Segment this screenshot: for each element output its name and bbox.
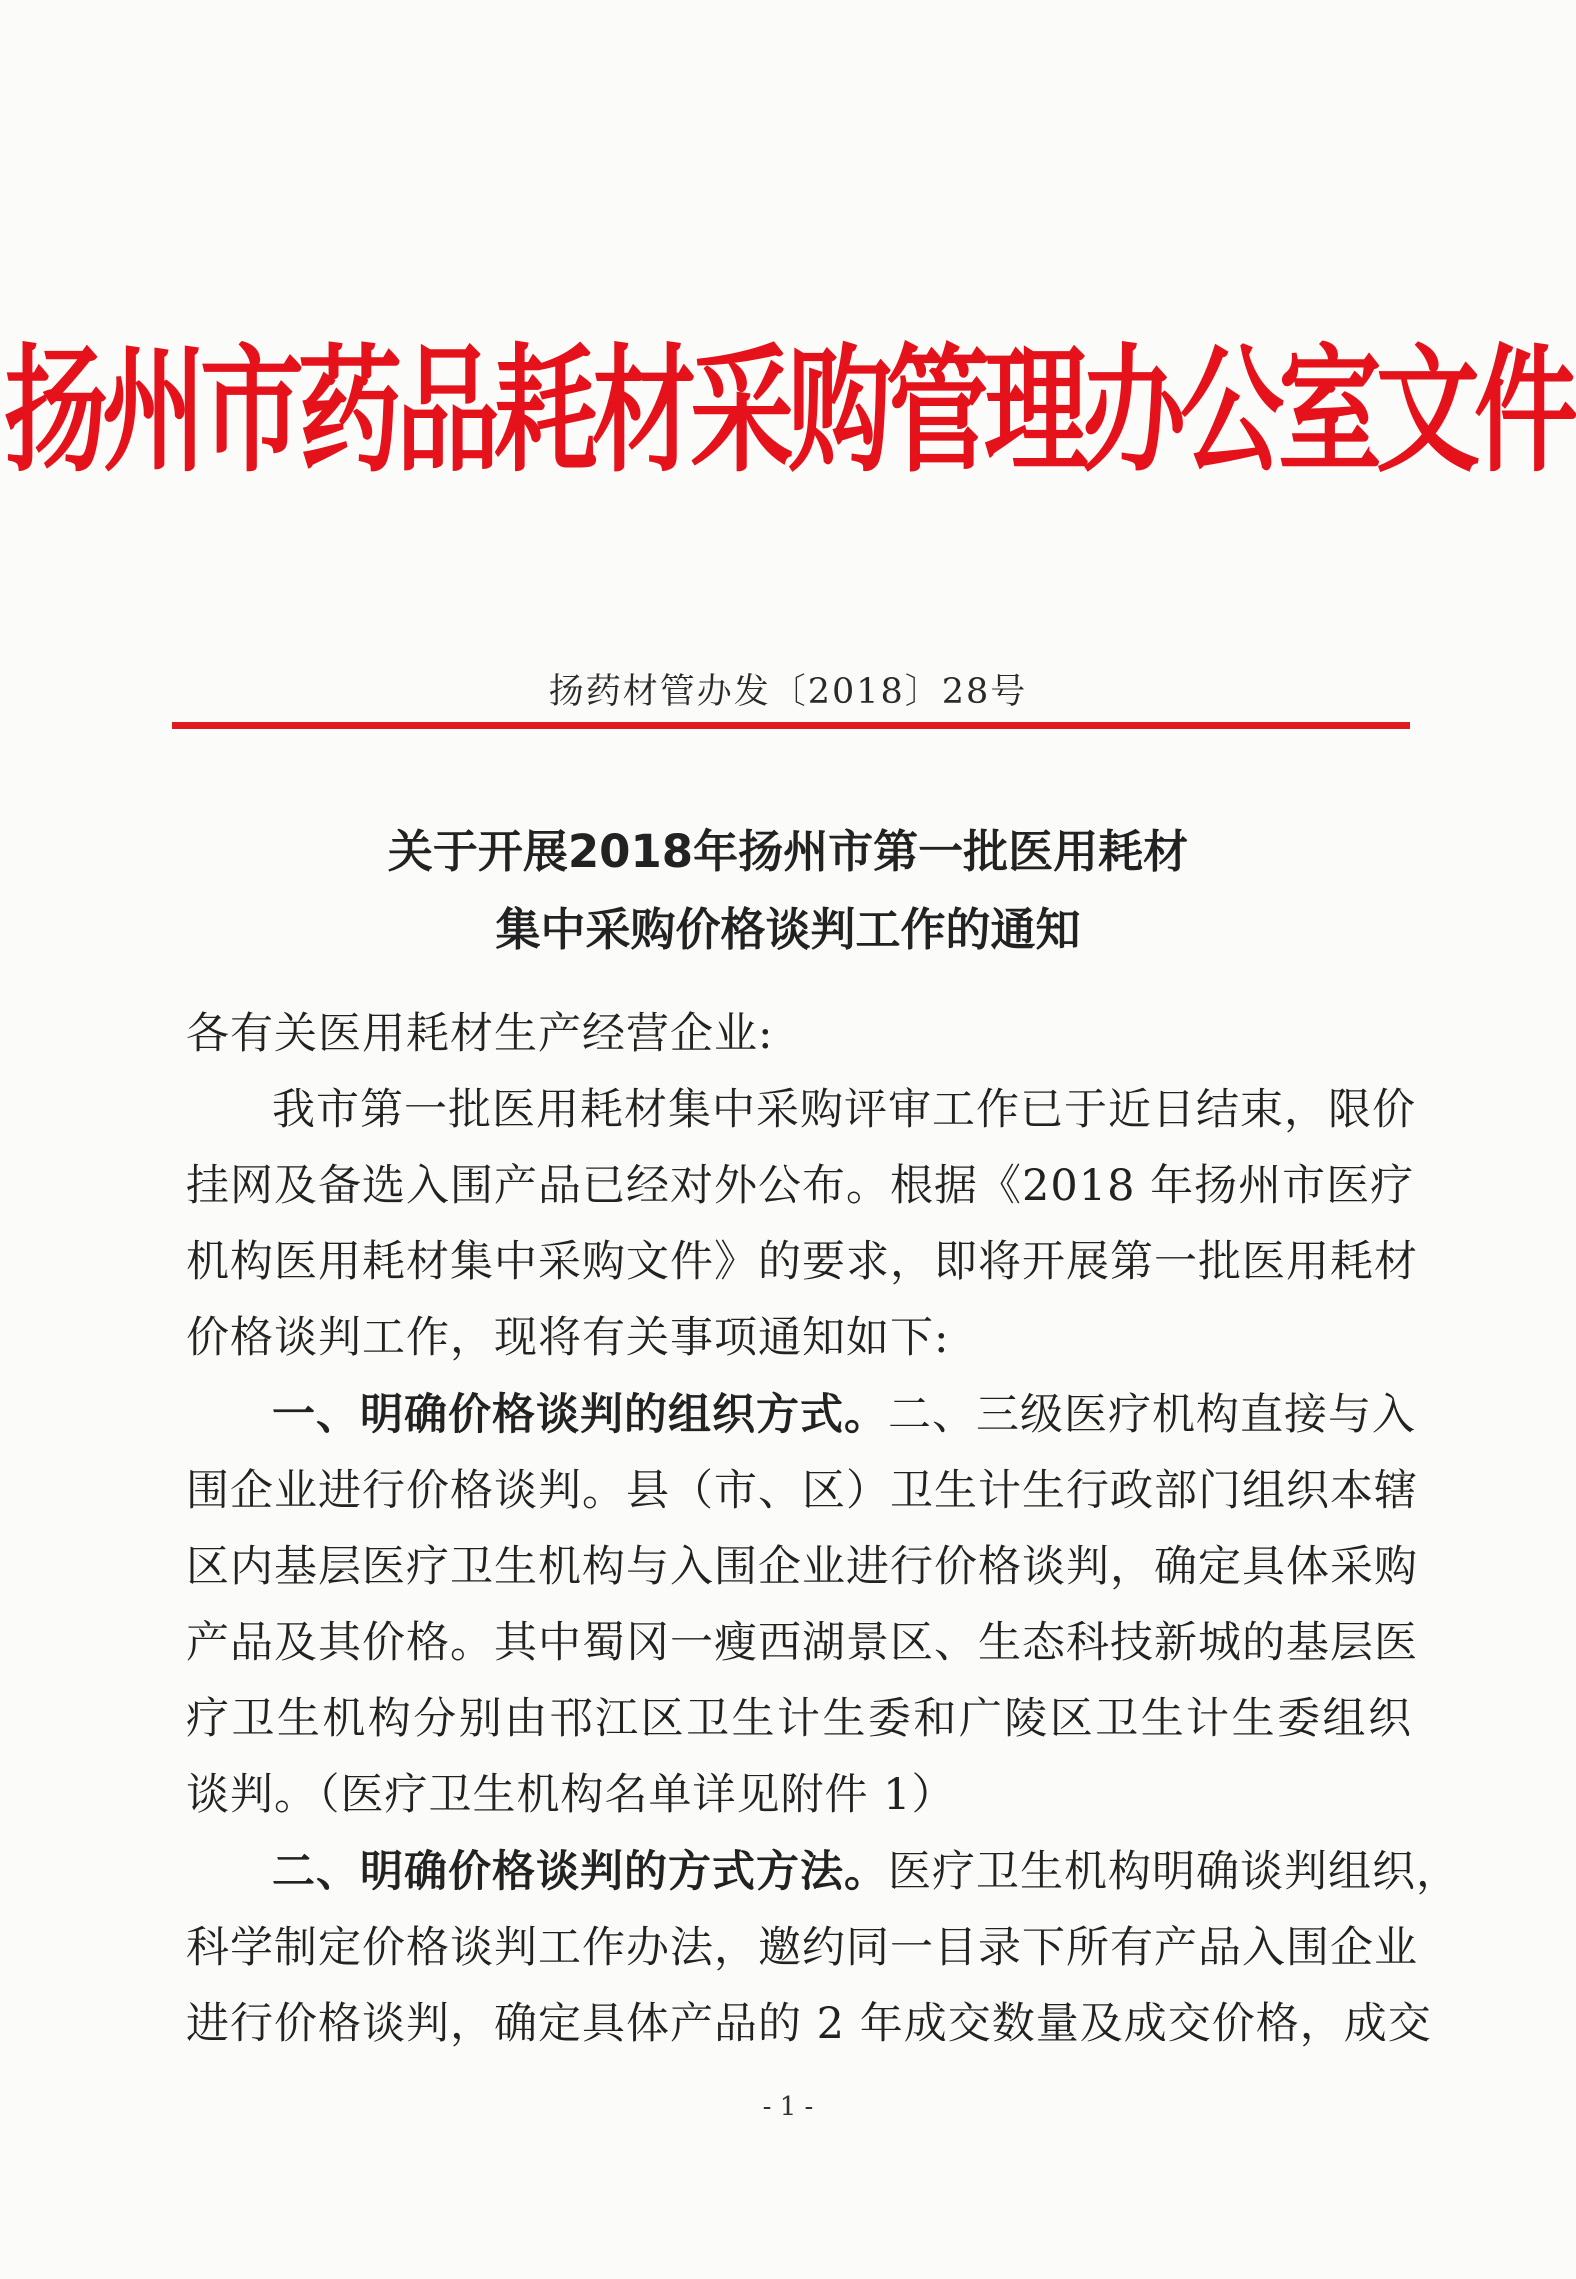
section-1-line-1: [272, 1381, 1416, 1442]
section-1-line-4: 产品及其价格。其中蜀冈一瘦西湖景区、生态科技新城的基层医: [186, 1618, 1418, 1668]
red-divider-line: [172, 722, 1410, 729]
paragraph-1-line-3: 机构医用耗材集中采购文件》的要求，即将开展第一批医用耗材: [186, 1237, 1418, 1287]
paragraph-1-line-1: 我市第一批医用耗材集中采购评审工作已于近日结束，限价: [272, 1085, 1416, 1135]
section-1-heading: 一、明确价格谈判的组织方式。: [272, 1390, 888, 1440]
notice-title-line-2: 集中采购价格谈判工作的通知: [495, 903, 1081, 956]
section-1-first-text: 二、三级医疗机构直接与入: [888, 1390, 1416, 1440]
paragraph-1-line-4: 价格谈判工作，现将有关事项通知如下:: [186, 1313, 950, 1363]
section-1-line-3: 区内基层医疗卫生机构与入围企业进行价格谈判，确定具体采购: [186, 1542, 1418, 1592]
section-2-first-text: 医疗卫生机构明确谈判组织，: [888, 1847, 1460, 1897]
issuer-red-header: 扬州市药品耗材采购管理办公室文件: [3, 329, 1572, 492]
section-2-line-2: 科学制定价格谈判工作办法，邀约同一目录下所有产品入围企业: [186, 1923, 1418, 1973]
document-number: 扬药材管办发〔2018〕28号: [548, 672, 1028, 712]
section-2-line-3: 进行价格谈判，确定具体产品的 2 年成交数量及成交价格，成交: [186, 1999, 1432, 2049]
section-2-heading: 二、明确价格谈判的方式方法。: [272, 1847, 888, 1897]
section-1-line-5: 疗卫生机构分别由邗江区卫生计生委和广陵区卫生计生委组织: [186, 1694, 1412, 1744]
section-1-line-6: 谈判。（医疗卫生机构名单详见附件 1）: [186, 1770, 956, 1820]
section-1-line-2: 围企业进行价格谈判。县（市、区）卫生计生行政部门组织本辖: [186, 1466, 1418, 1516]
page-number: - 1 -: [762, 2092, 814, 2122]
salutation: 各有关医用耗材生产经营企业:: [186, 1009, 774, 1059]
paragraph-1-line-2: 挂网及备选入围产品已经对外公布。根据《2018 年扬州市医疗: [186, 1161, 1415, 1211]
section-2-line-1: [272, 1838, 1460, 1899]
notice-title-line-1: 关于开展2018年扬州市第一批医用耗材: [387, 825, 1189, 878]
